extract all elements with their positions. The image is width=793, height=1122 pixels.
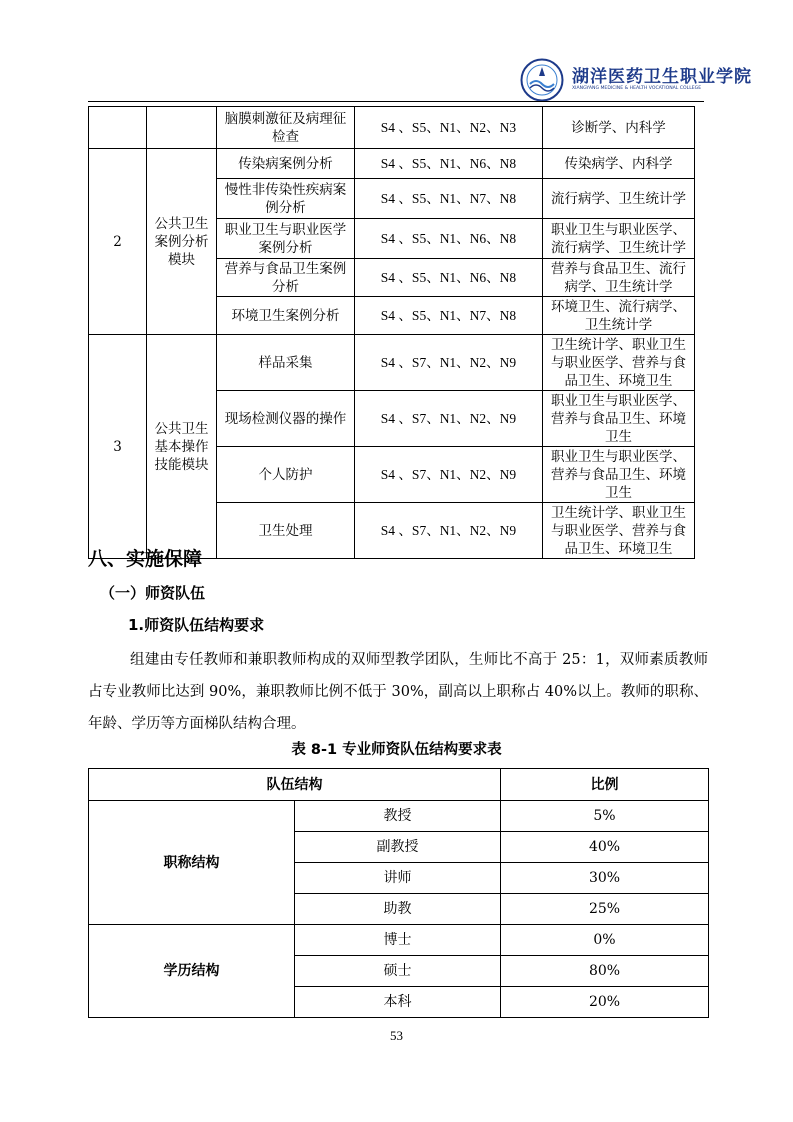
codes-cell: S4 、S5、N1、N2、N3	[355, 107, 543, 149]
module-cell: 公共卫生案例分析模块	[147, 149, 217, 335]
courses-cell: 营养与食品卫生、流行病学、卫生统计学	[543, 259, 695, 297]
value-cell: 30%	[501, 863, 709, 894]
label-cell: 博士	[295, 925, 501, 956]
faculty-structure-table	[88, 768, 709, 1018]
item-cell: 环境卫生案例分析	[217, 297, 355, 335]
label-cell: 助教	[295, 894, 501, 925]
courses-cell: 卫生统计学、职业卫生与职业医学、营养与食品卫生、环境卫生	[543, 335, 695, 391]
codes-cell: S4 、S7、N1、N2、N9	[355, 447, 543, 503]
codes-cell: S4 、S5、N1、N7、N8	[355, 297, 543, 335]
codes-cell: S4 、S5、N1、N6、N8	[355, 259, 543, 297]
label-cell: 教授	[295, 801, 501, 832]
value-cell: 20%	[501, 987, 709, 1018]
item-no-cell	[89, 107, 147, 149]
table-caption: 表 8-1 专业师资队伍结构要求表	[291, 742, 502, 758]
courses-cell: 职业卫生与职业医学、营养与食品卫生、环境卫生	[543, 447, 695, 503]
value-cell: 0%	[501, 925, 709, 956]
courses-cell: 职业卫生与职业医学、流行病学、卫生统计学	[543, 219, 695, 259]
college-seal-icon	[520, 58, 564, 102]
table-row	[89, 149, 695, 179]
courses-cell: 卫生统计学、职业卫生与职业医学、营养与食品卫生、环境卫生	[543, 503, 695, 559]
logo-english-name: XIANGYANG MEDICINE & HEALTH VOCATIONAL COLLEGE	[572, 86, 702, 91]
value-cell: 5%	[501, 801, 709, 832]
table-row	[89, 801, 709, 832]
codes-cell: S4 、S5、N1、N6、N8	[355, 219, 543, 259]
value-cell: 25%	[501, 894, 709, 925]
label-cell: 副教授	[295, 832, 501, 863]
category-cell: 学历结构	[89, 925, 295, 1018]
codes-cell: S4 、S5、N1、N6、N8	[355, 149, 543, 179]
item-cell: 样品采集	[217, 335, 355, 391]
courses-cell: 职业卫生与职业医学、营养与食品卫生、环境卫生	[543, 391, 695, 447]
courses-cell: 流行病学、卫生统计学	[543, 179, 695, 219]
item-cell: 营养与食品卫生案例分析	[217, 259, 355, 297]
category-cell: 职称结构	[89, 801, 295, 925]
item-cell: 慢性非传染性疾病案例分析	[217, 179, 355, 219]
module-cell: 公共卫生基本操作技能模块	[147, 335, 217, 559]
subsection-heading: （一）师资队伍	[100, 584, 206, 602]
codes-cell: S4 、S7、N1、N2、N9	[355, 503, 543, 559]
item-cell: 卫生处理	[217, 503, 355, 559]
item-no-cell: 3	[89, 335, 147, 559]
section-heading: 八、实施保障	[88, 548, 203, 570]
label-cell: 本科	[295, 987, 501, 1018]
item-cell: 现场检测仪器的操作	[217, 391, 355, 447]
value-cell: 80%	[501, 956, 709, 987]
page-number: 53	[390, 1028, 403, 1043]
header-ratio: 比例	[501, 769, 709, 801]
codes-cell: S4 、S7、N1、N2、N9	[355, 391, 543, 447]
logo-chinese-name: 湖洋医药卫生职业学院	[572, 67, 752, 87]
label-cell: 讲师	[295, 863, 501, 894]
value-cell: 40%	[501, 832, 709, 863]
table-row	[89, 925, 709, 956]
table-header-row	[89, 769, 709, 801]
item-no-cell: 2	[89, 149, 147, 335]
codes-cell: S4 、S7、N1、N2、N9	[355, 335, 543, 391]
courses-cell: 诊断学、内科学	[543, 107, 695, 149]
module-cell	[147, 107, 217, 149]
item-cell: 传染病案例分析	[217, 149, 355, 179]
courses-cell: 传染病学、内科学	[543, 149, 695, 179]
label-cell: 硕士	[295, 956, 501, 987]
body-paragraph: 组建由专任教师和兼职教师构成的双师型教学团队，生师比不高于 25：1，双师素质教师占专业教师比达到 90%，兼职教师比例不低于 30%，副高以上职称占 40%以上。教师的职称、年龄、学历等方面梯队结构合理。	[88, 652, 708, 732]
header-structure: 队伍结构	[89, 769, 501, 801]
item-cell: 个人防护	[217, 447, 355, 503]
sub-subsection-heading: 1.师资队伍结构要求	[128, 616, 265, 634]
curriculum-table	[88, 106, 695, 559]
table-row	[89, 107, 695, 149]
item-cell: 脑膜刺激征及病理征检查	[217, 107, 355, 149]
header-rule	[88, 101, 704, 102]
courses-cell: 环境卫生、流行病学、卫生统计学	[543, 297, 695, 335]
table-row	[89, 335, 695, 391]
codes-cell: S4 、S5、N1、N7、N8	[355, 179, 543, 219]
item-cell: 职业卫生与职业医学案例分析	[217, 219, 355, 259]
college-logo	[520, 58, 752, 102]
